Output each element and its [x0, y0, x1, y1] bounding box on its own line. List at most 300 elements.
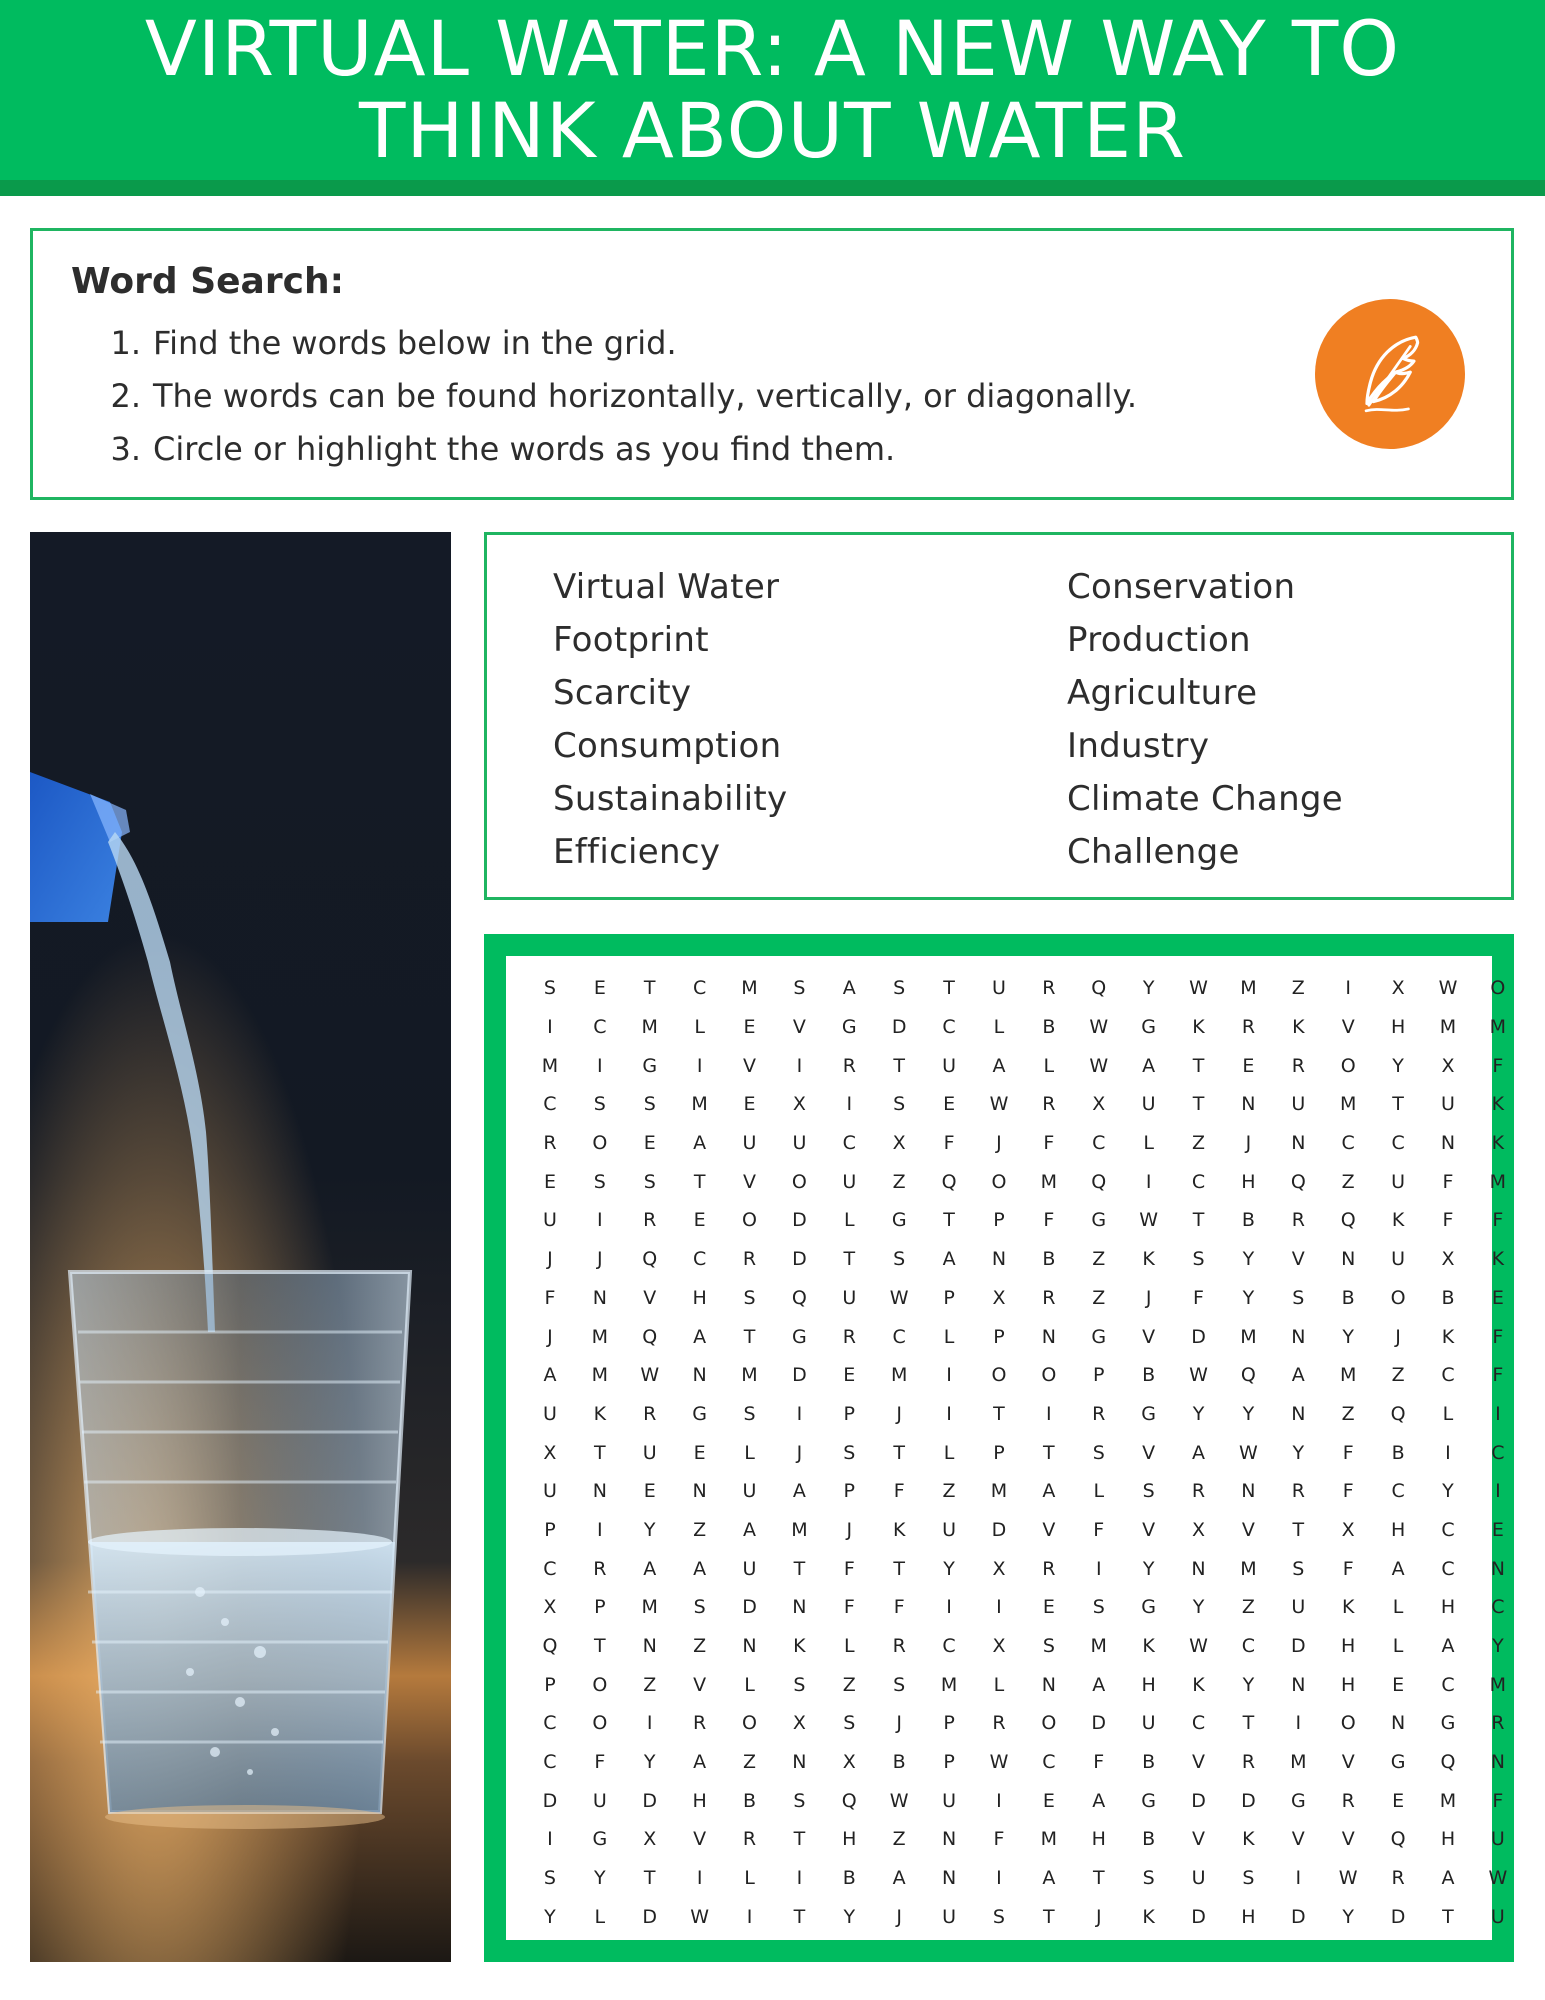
grid-letter[interactable]: V [743, 1054, 756, 1077]
grid-letter[interactable]: D [1191, 1325, 1206, 1348]
grid-letter[interactable]: I [646, 1712, 653, 1735]
grid-letter[interactable]: J [896, 1712, 902, 1735]
grid-letter[interactable]: J [996, 1132, 1002, 1155]
grid-letter[interactable]: E [843, 1364, 856, 1387]
grid-letter[interactable]: M [591, 1364, 609, 1387]
grid-letter[interactable]: P [993, 1209, 1005, 1232]
grid-letter[interactable]: Y [1292, 1441, 1305, 1464]
grid-letter[interactable]: R [1241, 1016, 1256, 1039]
grid-letter[interactable]: S [1142, 1480, 1155, 1503]
grid-letter[interactable]: W [889, 1789, 909, 1812]
grid-letter[interactable]: N [592, 1286, 607, 1309]
grid-letter[interactable]: V [693, 1828, 707, 1851]
grid-letter[interactable]: W [1189, 977, 1208, 1000]
grid-letter[interactable]: L [1143, 1132, 1154, 1155]
grid-letter[interactable]: C [892, 1325, 906, 1348]
grid-letter[interactable]: I [1145, 1170, 1152, 1193]
grid-letter[interactable]: L [943, 1441, 955, 1464]
grid-letter[interactable]: A [1441, 1867, 1455, 1890]
grid-letter[interactable]: N [1291, 1402, 1306, 1425]
grid-letter[interactable]: M [940, 1673, 958, 1696]
grid-letter[interactable]: Q [1290, 1170, 1306, 1193]
grid-letter[interactable]: G [692, 1402, 707, 1425]
grid-letter[interactable]: P [993, 1325, 1005, 1348]
grid-letter[interactable]: J [796, 1441, 803, 1464]
grid-letter[interactable]: N [1291, 1325, 1306, 1348]
grid-letter[interactable]: C [1441, 1364, 1455, 1387]
grid-letter[interactable]: D [1290, 1905, 1306, 1928]
grid-letter[interactable]: M [741, 1364, 758, 1387]
grid-letter[interactable]: Y [1142, 977, 1155, 1000]
grid-letter[interactable]: P [843, 1402, 856, 1425]
grid-letter[interactable]: C [543, 1712, 557, 1735]
grid-letter[interactable]: L [993, 1673, 1005, 1696]
grid-letter[interactable]: K [1491, 1132, 1505, 1155]
grid-letter[interactable]: N [1291, 1132, 1306, 1155]
grid-letter[interactable]: K [1491, 1248, 1505, 1271]
grid-letter[interactable]: B [1441, 1286, 1455, 1309]
grid-letter[interactable]: M [591, 1325, 609, 1348]
grid-letter[interactable]: U [1191, 1867, 1206, 1890]
grid-letter[interactable]: N [941, 1867, 957, 1890]
grid-letter[interactable]: R [1491, 1712, 1505, 1735]
grid-letter[interactable]: G [891, 1209, 907, 1232]
grid-letter[interactable]: C [543, 1093, 557, 1116]
grid-letter[interactable]: M [741, 977, 758, 1000]
grid-letter[interactable]: O [592, 1673, 608, 1696]
grid-letter[interactable]: N [1241, 1480, 1256, 1503]
grid-letter[interactable]: S [793, 977, 806, 1000]
grid-letter[interactable]: M [641, 1016, 658, 1039]
grid-letter[interactable]: V [1291, 1248, 1305, 1271]
grid-letter[interactable]: L [694, 1016, 705, 1039]
grid-letter[interactable]: G [1440, 1712, 1456, 1735]
grid-letter[interactable]: R [1042, 1093, 1056, 1116]
grid-letter[interactable]: N [1490, 1751, 1505, 1774]
grid-letter[interactable]: T [693, 1170, 706, 1193]
grid-letter[interactable]: C [1391, 1480, 1405, 1503]
grid-letter[interactable]: D [891, 1016, 907, 1039]
grid-letter[interactable]: W [1338, 1867, 1358, 1890]
grid-letter[interactable]: Q [791, 1286, 807, 1309]
grid-letter[interactable]: H [1390, 1016, 1406, 1039]
grid-letter[interactable]: R [543, 1132, 557, 1155]
grid-letter[interactable]: D [1290, 1635, 1306, 1658]
grid-letter[interactable]: P [544, 1518, 556, 1541]
grid-letter[interactable]: P [544, 1673, 556, 1696]
grid-letter[interactable]: T [1442, 1905, 1454, 1928]
grid-letter[interactable]: D [542, 1789, 558, 1812]
grid-letter[interactable]: A [992, 1054, 1006, 1077]
grid-letter[interactable]: K [1142, 1905, 1155, 1928]
grid-letter[interactable]: I [1345, 977, 1351, 1000]
grid-letter[interactable]: N [1341, 1248, 1356, 1271]
grid-letter[interactable]: Y [943, 1557, 955, 1580]
grid-letter[interactable]: A [1192, 1441, 1206, 1464]
grid-letter[interactable]: D [792, 1248, 807, 1271]
grid-letter[interactable]: R [593, 1557, 607, 1580]
grid-letter[interactable]: Q [941, 1170, 957, 1193]
grid-letter[interactable]: Y [1492, 1635, 1504, 1658]
grid-letter[interactable]: F [1342, 1441, 1354, 1464]
grid-letter[interactable]: M [1090, 1635, 1107, 1658]
grid-letter[interactable]: P [843, 1480, 856, 1503]
grid-letter[interactable]: U [1291, 1596, 1306, 1619]
grid-letter[interactable]: J [597, 1248, 603, 1271]
grid-letter[interactable]: I [996, 1867, 1002, 1890]
grid-letter[interactable]: T [1292, 1518, 1305, 1541]
grid-letter[interactable]: T [793, 1557, 806, 1580]
grid-letter[interactable]: Q [1240, 1364, 1256, 1387]
grid-letter[interactable]: T [1043, 1905, 1055, 1928]
grid-letter[interactable]: Y [1242, 1286, 1255, 1309]
grid-letter[interactable]: B [1142, 1828, 1156, 1851]
grid-letter[interactable]: Z [643, 1673, 657, 1696]
grid-letter[interactable]: R [1042, 977, 1056, 1000]
grid-letter[interactable]: J [1095, 1905, 1102, 1928]
grid-letter[interactable]: N [692, 1364, 707, 1387]
grid-letter[interactable]: T [893, 1054, 905, 1077]
grid-letter[interactable]: F [1043, 1132, 1055, 1155]
grid-letter[interactable]: C [1241, 1635, 1256, 1658]
grid-letter[interactable]: C [1441, 1557, 1455, 1580]
grid-letter[interactable]: N [742, 1635, 757, 1658]
grid-letter[interactable]: G [1290, 1789, 1306, 1812]
grid-letter[interactable]: N [1440, 1132, 1456, 1155]
grid-letter[interactable]: M [890, 1364, 908, 1387]
grid-letter[interactable]: I [946, 1402, 952, 1425]
grid-letter[interactable]: L [1442, 1402, 1454, 1425]
grid-letter[interactable]: X [892, 1132, 906, 1155]
grid-letter[interactable]: D [1241, 1789, 1256, 1812]
grid-letter[interactable]: S [543, 1867, 556, 1890]
grid-letter[interactable]: E [593, 977, 606, 1000]
grid-letter[interactable]: G [1091, 1325, 1107, 1348]
grid-letter[interactable]: C [842, 1132, 856, 1155]
grid-letter[interactable]: E [1392, 1673, 1405, 1696]
grid-letter[interactable]: L [1093, 1480, 1105, 1503]
grid-letter[interactable]: F [1093, 1518, 1105, 1541]
grid-letter[interactable]: G [841, 1016, 857, 1039]
grid-letter[interactable]: I [1046, 1402, 1052, 1425]
grid-letter[interactable]: M [1290, 1751, 1307, 1774]
grid-letter[interactable]: T [893, 1441, 905, 1464]
grid-letter[interactable]: C [1092, 1132, 1106, 1155]
grid-letter[interactable]: C [1341, 1132, 1355, 1155]
grid-letter[interactable]: E [1491, 1518, 1504, 1541]
grid-letter[interactable]: B [892, 1751, 906, 1774]
grid-letter[interactable]: U [1141, 1093, 1156, 1116]
grid-letter[interactable]: E [1042, 1789, 1055, 1812]
grid-letter[interactable]: X [842, 1751, 856, 1774]
grid-letter[interactable]: X [643, 1828, 657, 1851]
grid-letter[interactable]: M [1489, 1016, 1507, 1039]
grid-letter[interactable]: O [1041, 1364, 1057, 1387]
grid-letter[interactable]: P [943, 1286, 955, 1309]
grid-letter[interactable]: Z [742, 1751, 757, 1774]
grid-letter[interactable]: H [842, 1828, 857, 1851]
grid-letter[interactable]: S [893, 1673, 906, 1696]
grid-letter[interactable]: I [1295, 1867, 1302, 1890]
grid-letter[interactable]: J [846, 1518, 853, 1541]
grid-letter[interactable]: R [693, 1712, 707, 1735]
grid-letter[interactable]: L [744, 1441, 755, 1464]
grid-letter[interactable]: S [1242, 1867, 1255, 1890]
grid-letter[interactable]: Q [1390, 1828, 1406, 1851]
grid-letter[interactable]: E [743, 1016, 756, 1039]
grid-letter[interactable]: U [742, 1557, 757, 1580]
grid-letter[interactable]: I [996, 1789, 1002, 1812]
grid-letter[interactable]: U [992, 977, 1006, 1000]
grid-letter[interactable]: R [892, 1635, 906, 1658]
grid-letter[interactable]: X [1391, 977, 1405, 1000]
grid-letter[interactable]: B [1042, 1248, 1056, 1271]
grid-letter[interactable]: U [1391, 1170, 1406, 1193]
grid-letter[interactable]: Y [1192, 1596, 1205, 1619]
grid-letter[interactable]: A [1291, 1364, 1305, 1387]
grid-letter[interactable]: O [1340, 1054, 1356, 1077]
grid-letter[interactable]: T [1092, 1867, 1105, 1890]
grid-letter[interactable]: Y [1342, 1325, 1354, 1348]
grid-letter[interactable]: B [842, 1867, 856, 1890]
grid-letter[interactable]: N [692, 1480, 707, 1503]
grid-letter[interactable]: S [893, 977, 906, 1000]
grid-letter[interactable]: G [1091, 1209, 1107, 1232]
grid-letter[interactable]: T [993, 1402, 1005, 1425]
grid-letter[interactable]: U [742, 1132, 757, 1155]
grid-letter[interactable]: Y [1442, 1480, 1454, 1503]
grid-letter[interactable]: S [743, 1402, 756, 1425]
grid-letter[interactable]: F [993, 1828, 1005, 1851]
grid-letter[interactable]: I [1495, 1402, 1501, 1425]
grid-letter[interactable]: R [1291, 1209, 1305, 1232]
grid-letter[interactable]: N [592, 1480, 607, 1503]
grid-letter[interactable]: H [1341, 1635, 1356, 1658]
grid-letter[interactable]: Q [841, 1789, 857, 1812]
grid-letter[interactable]: V [1142, 1518, 1156, 1541]
grid-letter[interactable]: C [1441, 1673, 1455, 1696]
grid-letter[interactable]: Y [643, 1518, 656, 1541]
grid-letter[interactable]: X [992, 1557, 1006, 1580]
grid-letter[interactable]: R [1291, 1480, 1305, 1503]
grid-letter[interactable]: M [691, 1093, 708, 1116]
grid-letter[interactable]: Z [942, 1480, 956, 1503]
grid-letter[interactable]: A [1042, 1867, 1056, 1890]
grid-letter[interactable]: W [1438, 977, 1458, 1000]
grid-letter[interactable]: M [1240, 1325, 1257, 1348]
grid-letter[interactable]: G [1390, 1751, 1406, 1774]
grid-letter[interactable]: W [640, 1364, 660, 1387]
grid-letter[interactable]: Q [1390, 1402, 1406, 1425]
grid-letter[interactable]: Y [594, 1867, 606, 1890]
grid-letter[interactable]: Q [642, 1248, 658, 1271]
grid-letter[interactable]: Z [1092, 1248, 1106, 1271]
grid-letter[interactable]: R [742, 1828, 757, 1851]
grid-letter[interactable]: H [1241, 1170, 1256, 1193]
grid-letter[interactable]: U [742, 1480, 757, 1503]
grid-letter[interactable]: L [943, 1325, 955, 1348]
grid-letter[interactable]: C [1191, 1170, 1206, 1193]
grid-letter[interactable]: D [642, 1905, 658, 1928]
grid-letter[interactable]: F [1492, 1789, 1504, 1812]
grid-letter[interactable]: C [1491, 1596, 1505, 1619]
grid-letter[interactable]: S [643, 1170, 656, 1193]
grid-letter[interactable]: Y [1242, 1248, 1255, 1271]
grid-letter[interactable]: S [743, 1286, 756, 1309]
grid-letter[interactable]: E [693, 1441, 706, 1464]
grid-letter[interactable]: F [1342, 1557, 1354, 1580]
grid-letter[interactable]: F [1492, 1209, 1504, 1232]
grid-letter[interactable]: S [1092, 1596, 1105, 1619]
grid-letter[interactable]: K [1391, 1209, 1405, 1232]
grid-letter[interactable]: U [942, 1518, 957, 1541]
grid-letter[interactable]: R [842, 1054, 856, 1077]
grid-letter[interactable]: U [1391, 1248, 1406, 1271]
grid-letter[interactable]: K [1341, 1596, 1355, 1619]
grid-letter[interactable]: I [796, 1054, 803, 1077]
grid-letter[interactable]: S [843, 1712, 856, 1735]
grid-letter[interactable]: U [1490, 1828, 1505, 1851]
grid-letter[interactable]: G [1141, 1596, 1156, 1619]
grid-letter[interactable]: T [1242, 1712, 1255, 1735]
grid-letter[interactable]: J [896, 1905, 902, 1928]
grid-letter[interactable]: A [1142, 1054, 1156, 1077]
grid-letter[interactable]: J [547, 1248, 553, 1271]
grid-letter[interactable]: T [893, 1557, 905, 1580]
grid-letter[interactable]: W [690, 1905, 710, 1928]
grid-letter[interactable]: K [1292, 1016, 1305, 1039]
grid-letter[interactable]: W [1089, 1016, 1109, 1039]
grid-letter[interactable]: L [1392, 1596, 1404, 1619]
grid-letter[interactable]: W [889, 1286, 909, 1309]
grid-letter[interactable]: Q [1091, 1170, 1107, 1193]
grid-letter[interactable]: G [792, 1325, 807, 1348]
grid-letter[interactable]: W [989, 1751, 1009, 1774]
grid-letter[interactable]: F [843, 1557, 855, 1580]
grid-letter[interactable]: J [547, 1325, 553, 1348]
grid-letter[interactable]: T [793, 1905, 806, 1928]
grid-letter[interactable]: D [642, 1789, 658, 1812]
grid-letter[interactable]: O [592, 1132, 608, 1155]
grid-letter[interactable]: N [1490, 1557, 1505, 1580]
grid-letter[interactable]: H [692, 1789, 707, 1812]
grid-letter[interactable]: I [597, 1054, 603, 1077]
grid-letter[interactable]: S [992, 1905, 1005, 1928]
grid-letter[interactable]: W [1189, 1635, 1208, 1658]
grid-letter[interactable]: T [594, 1441, 606, 1464]
grid-letter[interactable]: A [792, 1480, 806, 1503]
grid-letter[interactable]: L [1392, 1635, 1404, 1658]
grid-letter[interactable]: T [1192, 1054, 1205, 1077]
grid-letter[interactable]: U [642, 1441, 657, 1464]
grid-letter[interactable]: I [946, 1364, 952, 1387]
grid-letter[interactable]: A [743, 1518, 756, 1541]
grid-letter[interactable]: X [792, 1093, 806, 1116]
grid-letter[interactable]: V [1192, 1828, 1206, 1851]
grid-letter[interactable]: G [592, 1828, 608, 1851]
grid-letter[interactable]: X [1092, 1093, 1106, 1116]
grid-letter[interactable]: Q [1340, 1209, 1356, 1232]
grid-letter[interactable]: I [796, 1402, 803, 1425]
grid-letter[interactable]: V [1341, 1828, 1355, 1851]
grid-letter[interactable]: P [943, 1751, 955, 1774]
grid-letter[interactable]: V [643, 1286, 657, 1309]
grid-letter[interactable]: R [1092, 1402, 1106, 1425]
grid-letter[interactable]: D [742, 1596, 757, 1619]
grid-letter[interactable]: A [842, 977, 856, 1000]
grid-letter[interactable]: K [1192, 1673, 1205, 1696]
grid-letter[interactable]: E [1242, 1054, 1255, 1077]
grid-letter[interactable]: G [1141, 1789, 1156, 1812]
grid-letter[interactable]: N [1390, 1712, 1406, 1735]
grid-letter[interactable]: B [742, 1789, 757, 1812]
grid-letter[interactable]: N [792, 1751, 807, 1774]
grid-letter[interactable]: I [696, 1054, 703, 1077]
grid-letter[interactable]: O [742, 1712, 757, 1735]
grid-letter[interactable]: C [1441, 1518, 1455, 1541]
grid-letter[interactable]: L [843, 1209, 855, 1232]
grid-letter[interactable]: Z [842, 1673, 856, 1696]
grid-letter[interactable]: Y [1392, 1054, 1404, 1077]
grid-letter[interactable]: L [1043, 1054, 1055, 1077]
grid-letter[interactable]: Y [1142, 1557, 1155, 1580]
grid-letter[interactable]: K [1192, 1016, 1205, 1039]
grid-letter[interactable]: X [992, 1286, 1006, 1309]
grid-letter[interactable]: J [1395, 1325, 1401, 1348]
grid-letter[interactable]: I [597, 1209, 603, 1232]
grid-letter[interactable]: U [842, 1286, 857, 1309]
grid-letter[interactable]: O [1340, 1712, 1356, 1735]
grid-letter[interactable]: A [643, 1557, 657, 1580]
grid-letter[interactable]: B [1341, 1286, 1355, 1309]
grid-letter[interactable]: P [993, 1441, 1005, 1464]
grid-letter[interactable]: F [1342, 1480, 1354, 1503]
grid-letter[interactable]: X [543, 1596, 557, 1619]
grid-letter[interactable]: F [1492, 1054, 1504, 1077]
grid-letter[interactable]: F [843, 1596, 855, 1619]
grid-letter[interactable]: Q [542, 1635, 558, 1658]
grid-letter[interactable]: X [1341, 1518, 1355, 1541]
grid-letter[interactable]: H [1440, 1828, 1456, 1851]
grid-letter[interactable]: O [991, 1170, 1007, 1193]
grid-letter[interactable]: R [643, 1209, 657, 1232]
grid-letter[interactable]: M [1439, 1789, 1457, 1812]
grid-letter[interactable]: Z [1241, 1596, 1255, 1619]
grid-letter[interactable]: F [1492, 1364, 1504, 1387]
grid-letter[interactable]: A [942, 1248, 956, 1271]
grid-letter[interactable]: I [796, 1867, 803, 1890]
grid-letter[interactable]: Z [892, 1170, 906, 1193]
grid-letter[interactable]: U [542, 1480, 557, 1503]
grid-letter[interactable]: W [1139, 1209, 1159, 1232]
grid-letter[interactable]: G [642, 1054, 658, 1077]
grid-letter[interactable]: K [1142, 1635, 1155, 1658]
grid-letter[interactable]: H [1341, 1673, 1356, 1696]
grid-letter[interactable]: E [943, 1093, 956, 1116]
grid-letter[interactable]: J [1145, 1286, 1152, 1309]
grid-letter[interactable]: T [743, 1325, 756, 1348]
grid-letter[interactable]: S [893, 1248, 906, 1271]
grid-letter[interactable]: B [1241, 1209, 1255, 1232]
grid-letter[interactable]: E [1392, 1789, 1405, 1812]
grid-letter[interactable]: S [593, 1170, 606, 1193]
grid-letter[interactable]: U [592, 1789, 607, 1812]
grid-letter[interactable]: U [1441, 1093, 1455, 1116]
grid-letter[interactable]: K [1142, 1248, 1155, 1271]
grid-letter[interactable]: Z [693, 1518, 707, 1541]
grid-letter[interactable]: T [843, 1248, 856, 1271]
grid-letter[interactable]: D [792, 1364, 807, 1387]
